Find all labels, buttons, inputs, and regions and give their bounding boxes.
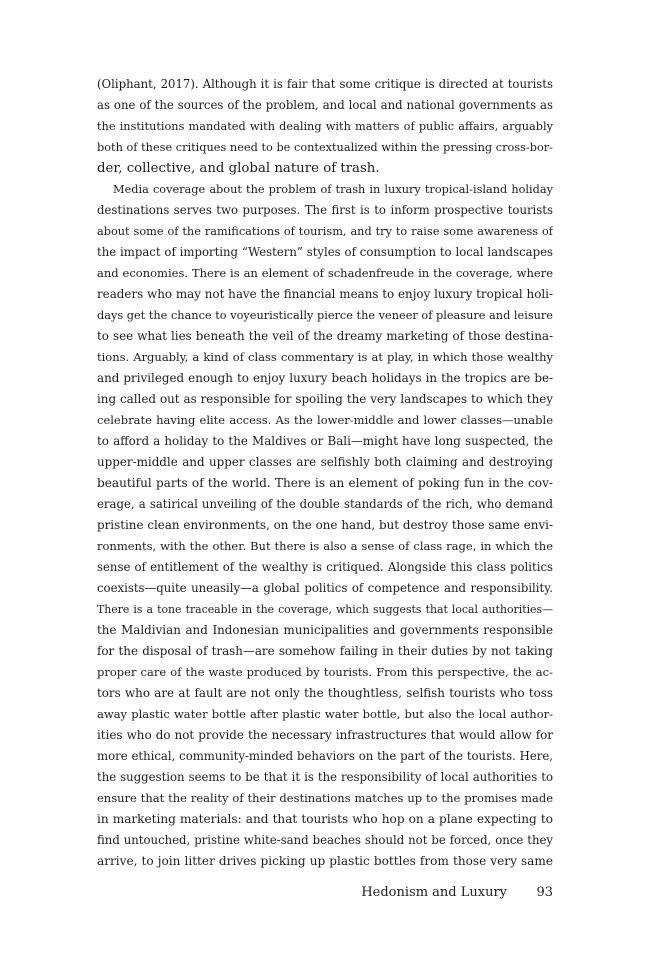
text-line: There is a tone traceable in the coverage, which suggests that local authorities— <box>97 603 553 616</box>
text-line: readers who may not have the financial means to enjoy luxury tropical holi- <box>97 287 553 301</box>
text-line: and privileged enough to enjoy luxury beach holidays in the tropics are be- <box>97 371 553 385</box>
text-line: pristine clean environments, on the one hand, but destroy those same envi- <box>97 518 553 532</box>
text-line: destinations serves two purposes. The first is to inform prospective tourists <box>97 203 553 217</box>
text-line: coexists—quite uneasily—a global politics of competence and responsibility. <box>97 581 553 595</box>
paragraph <box>97 74 553 179</box>
text-line: to see what lies beneath the veil of the dreamy marketing of those destina- <box>97 329 553 343</box>
text-line: in marketing materials: and that tourists who hop on a plane expecting to <box>97 812 553 826</box>
text-line: find untouched, pristine white-sand beaches should not be forced, once they <box>97 833 553 847</box>
text-line: to afford a holiday to the Maldives or Bali—might have long suspected, the <box>97 434 553 448</box>
text-line: celebrate having elite access. As the lower-middle and lower classes—unable <box>97 413 553 427</box>
page-footer <box>97 883 553 903</box>
text-line: erage, a satirical unveiling of the double standards of the rich, who demand <box>97 497 553 511</box>
text-line: more ethical, community-minded behaviors on the part of the tourists. Here, <box>97 749 553 763</box>
text-line: der, collective, and global nature of trash. <box>97 161 380 176</box>
page-number: 93 <box>536 885 553 900</box>
text-line: (Oliphant, 2017). Although it is fair that some critique is directed at tourists <box>97 77 553 91</box>
text-line: days get the chance to voyeuristically pierce the veneer of pleasure and leisure <box>97 309 553 322</box>
text-line: tions. Arguably, a kind of class commentary is at play, in which those wealthy <box>97 350 553 364</box>
text-line: beautiful parts of the world. There is an element of poking fun in the cov- <box>97 476 553 490</box>
text-line: both of these critiques need to be contextualized within the pressing cross-bor- <box>97 141 553 154</box>
text-line: arrive, to join litter drives picking up plastic bottles from those very same <box>97 854 553 868</box>
text-line: ing called out as responsible for spoiling the very landscapes to which they <box>97 392 553 406</box>
text-line: the suggestion seems to be that it is the responsibility of local authorities to <box>97 770 553 784</box>
text-line: ronments, with the other. But there is also a sense of class rage, in which the <box>97 539 553 553</box>
text-line: the Maldivian and Indonesian municipalities and governments responsible <box>97 623 553 637</box>
text-line: ities who do not provide the necessary infrastructures that would allow for <box>97 728 553 742</box>
text-line: for the disposal of trash—are somehow failing in their duties by not taking <box>97 644 553 658</box>
text-line: upper-middle and upper classes are selfishly both claiming and destroying <box>97 455 553 469</box>
running-head: Hedonism and Luxury <box>361 885 507 900</box>
text-line: as one of the sources of the problem, and local and national governments as <box>97 98 553 112</box>
text-line: away plastic water bottle after plastic water bottle, but also the local author- <box>97 707 553 721</box>
text-line: and economies. There is an element of schadenfreude in the coverage, where <box>97 266 553 280</box>
text-line: ensure that the reality of their destinations matches up to the promises made <box>97 791 553 805</box>
text-line: the institutions mandated with dealing with matters of public affairs, arguably <box>97 120 553 133</box>
text-line: about some of the ramifications of tourism, and try to raise some awareness of <box>97 225 553 238</box>
paragraph <box>97 179 553 872</box>
text-line: proper care of the waste produced by tourists. From this perspective, the ac- <box>97 665 553 679</box>
text-line: the impact of importing “Western” styles of consumption to local landscapes <box>97 245 553 259</box>
text-line: Media coverage about the problem of trash in luxury tropical-island holiday <box>113 183 553 196</box>
text-line: tors who are at fault are not only the thoughtless, selfish tourists who toss <box>97 686 553 700</box>
body-text <box>97 74 553 872</box>
text-line: sense of entitlement of the wealthy is critiqued. Alongside this class politics <box>97 560 553 574</box>
